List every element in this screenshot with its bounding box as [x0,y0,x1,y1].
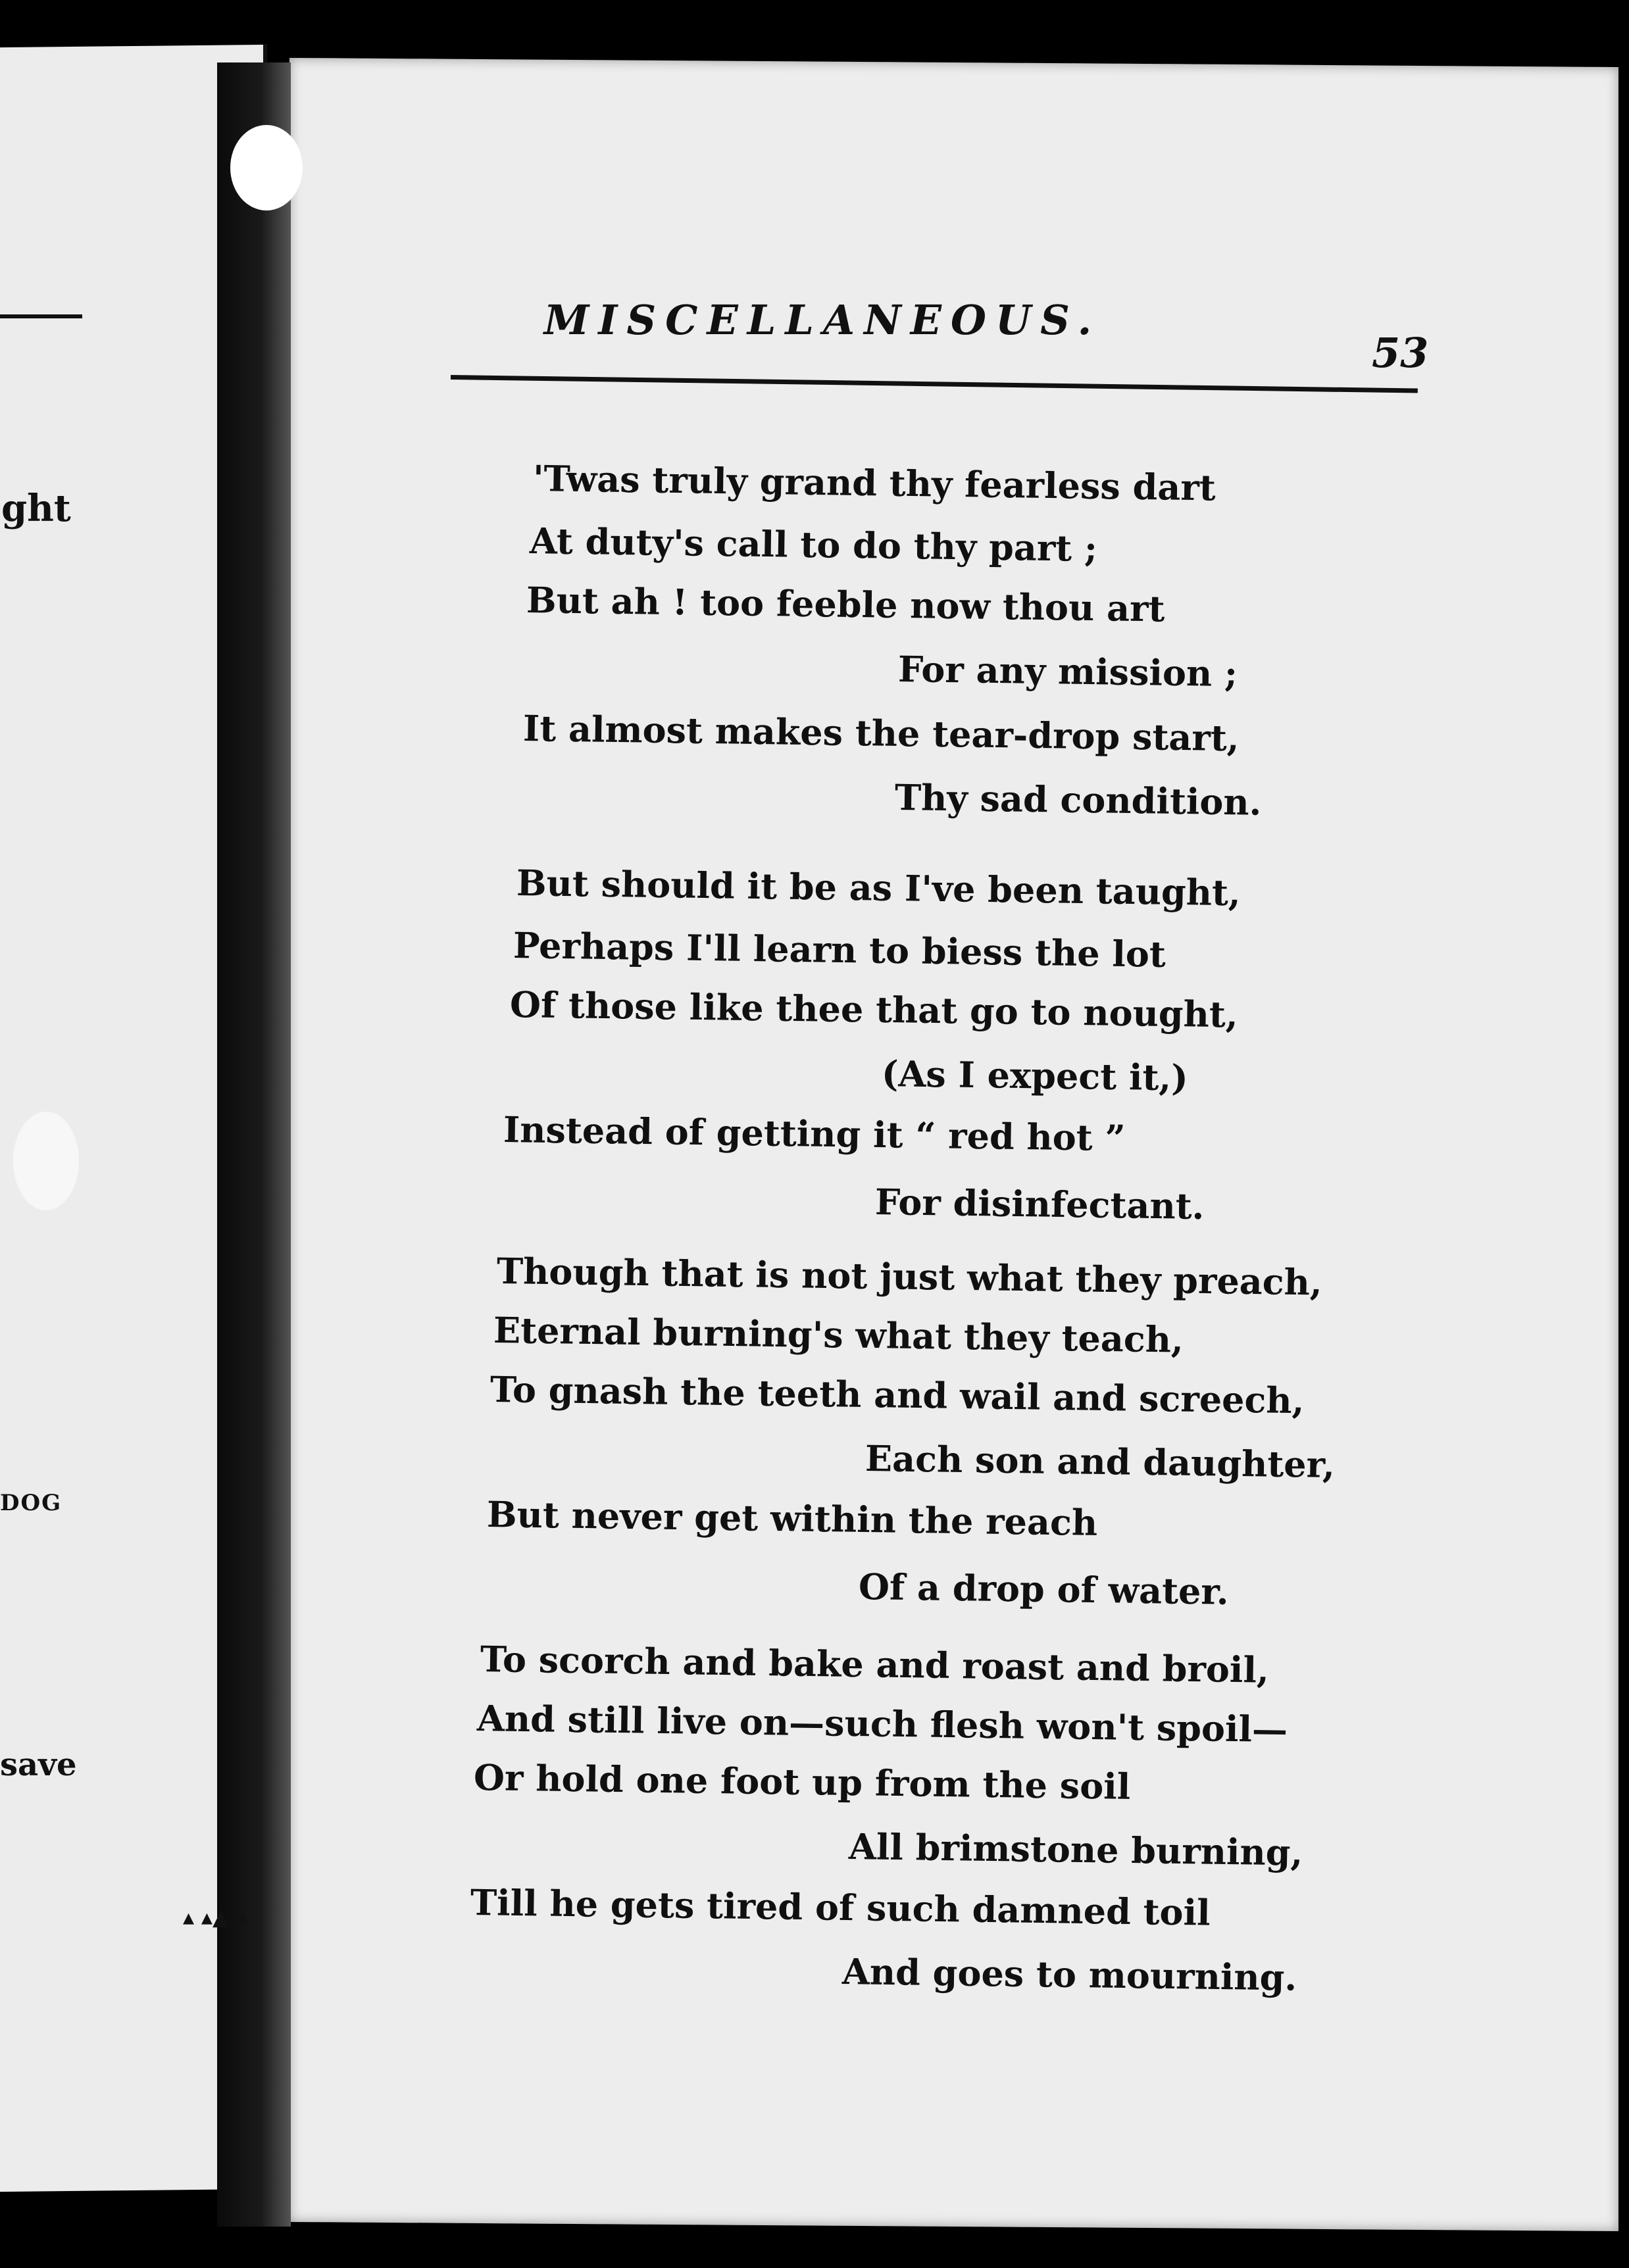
poem-line: Of those like thee that go to nought, [509,983,1239,1036]
poem-line: Of a drop of water. [858,1565,1230,1613]
poem-line: Perhaps I'll learn to biess the lot [513,924,1166,975]
poem-line: Eternal burning's what they teach, [493,1309,1184,1361]
poem-line: But ah ! too feeble now thou art [526,579,1165,630]
page-number: 53 [1372,329,1429,377]
poem-line: For any mission ; [897,648,1238,695]
poem-line: It almost makes the tear-drop start, [522,707,1240,760]
poem-line: To scorch and bake and roast and broil, [480,1638,1270,1691]
poem-line: For disinfectant. [874,1181,1205,1227]
poem-line: And goes to mourning. [841,1950,1297,1999]
poem-line: Thy sad condition. [894,776,1262,824]
poem-line: To gnash the teeth and wail and screech, [489,1368,1305,1422]
poem-line: Till he gets tired of such damned toil [470,1881,1211,1934]
margin-mark: ▴ ▴▲ ▴ [183,1904,248,1931]
poem-line: Each son and daughter, [865,1437,1336,1486]
left-page-fragment: DOG [0,1490,63,1516]
left-page-fragment: save [0,1746,77,1783]
poem-line: Or hold one foot up from the soil [473,1756,1131,1808]
poem-line: (As I expect it,) [881,1052,1189,1099]
poem-line: And still live on—such flesh won't spoil— [476,1697,1288,1751]
poem-line: Though that is not just what they preach, [496,1250,1323,1304]
running-head-title: MISCELLANEOUS. [543,296,1101,344]
poem-line: But never get within the reach [486,1493,1098,1544]
poem-line: All brimstone burning, [848,1825,1303,1874]
poem-line: But should it be as I've been taught, [516,862,1241,914]
poem-line: 'Twas truly grand thy fearless dart [532,457,1216,509]
left-page-fragment: ght [1,487,71,530]
poem-line: At duty's call to do thy part ; [529,520,1098,570]
poem-line: Instead of getting it “ red hot ” [503,1108,1126,1160]
